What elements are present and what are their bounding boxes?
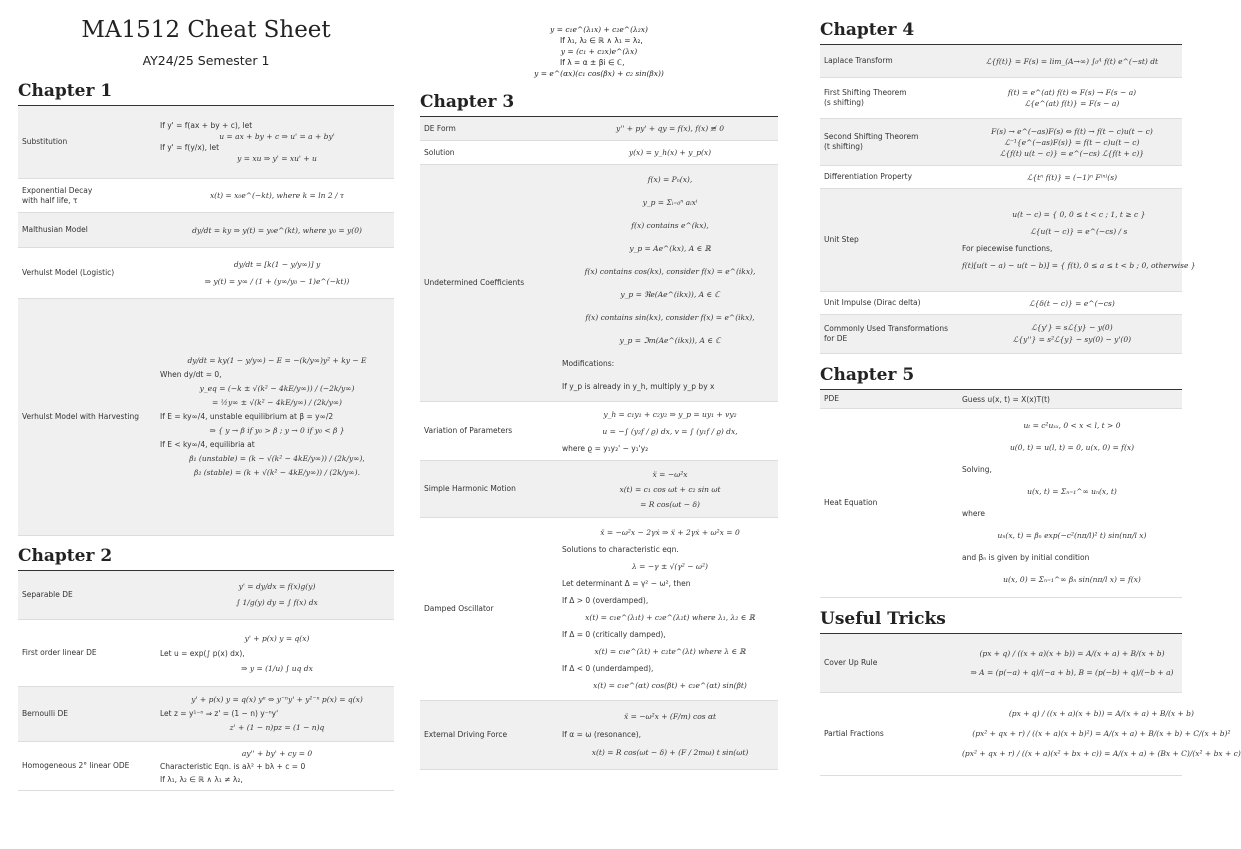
row-label-text: Simple Harmonic Motion (424, 484, 516, 493)
row-label (820, 693, 962, 775)
row-label-text: Undetermined Coefficients (424, 278, 525, 287)
formula-line: If λ = α ± βi ∈ ℂ, (560, 58, 625, 67)
table-row (420, 141, 778, 165)
formula-line: where ϱ = y₁y₂' − y₁'y₂ (562, 443, 649, 453)
table-row (420, 165, 778, 402)
formula-line: ℒ{f(t) u(t − c)} = e^(−cs) ℒ{f(t + c)} (999, 148, 1145, 158)
formula-line: y_p = ℜe(Ae^(ikx)), A ∈ ℂ (620, 290, 720, 299)
row-label-text: Heat Equation (824, 498, 878, 507)
table-row (18, 571, 394, 620)
formula-line: y = e^(αx)(c₁ cos(βx) + c₂ sin(βx)) (534, 69, 664, 78)
chapter-1-table (18, 106, 394, 536)
formula-line: ⇒ { y → β if y₀ > β ; y → 0 if y₀ < β } (209, 426, 345, 435)
row-formula (562, 461, 778, 517)
row-label (18, 213, 160, 247)
row-formula (160, 106, 394, 178)
row-label-text: Malthusian Model (22, 225, 88, 234)
formula-line: ℒ{u(t − c)} = e^(−cs) / s (1030, 227, 1128, 236)
formula-line: y'' + py' + qy = f(x), f(x) ≢ 0 (616, 124, 724, 133)
row-label-text: Laplace Transform (824, 56, 893, 65)
row-label (18, 248, 160, 298)
formula-line: β₁ (unstable) = (k − √(k² − 4kE/y∞)) / (2k/y∞), (189, 454, 365, 463)
row-label (820, 166, 962, 188)
row-label-text: Second Shifting Theorem (t shifting) (824, 132, 919, 151)
table-row (18, 248, 394, 299)
formula-line: u(0, t) = u(l, t) = 0, u(x, 0) = f(x) (1009, 443, 1135, 452)
formula-line: Solving, (962, 465, 992, 474)
formula-line: If y' = f(y/x), let (160, 143, 220, 152)
formula-line: ẍ = −ω²x (652, 469, 688, 479)
formula-line: Let z = y¹⁻ⁿ ⇒ z' = (1 − n) y⁻ⁿy' (160, 709, 279, 718)
formula-line: f(t)[u(t − a) − u(t − b)] = { f(t), 0 ≤ a ≤ t < b ; 0, otherwise } (962, 261, 1196, 270)
formula-line: u(t − c) = { 0, 0 ≤ t < c ; 1, t ≥ c } (1012, 210, 1146, 219)
row-formula (562, 165, 778, 401)
table-row (820, 45, 1182, 78)
formula-line: y_eq = (−k ± √(k² − 4kE/y∞)) / (−2k/y∞) (199, 384, 355, 393)
row-formula (160, 299, 394, 535)
formula-line: u(x, 0) = Σₙ₌₁^∞ βₙ sin(nπ/l x) = f(x) (1003, 575, 1141, 584)
formula-line: f(x) contains cos(kx), consider f(x) = e^(ikx), (584, 267, 756, 276)
row-formula (962, 409, 1182, 597)
row-formula (962, 45, 1182, 77)
row-label-text: Commonly Used Transformations for DE (824, 324, 949, 343)
table-row (820, 390, 1182, 409)
row-label (820, 315, 962, 353)
formula-line: uₜ = c²uₓₓ, 0 < x < l, t > 0 (1023, 421, 1121, 430)
table-row (820, 693, 1241, 776)
row-label-text: Variation of Parameters (424, 426, 513, 435)
row-formula (562, 117, 778, 140)
row-label (820, 292, 962, 314)
formula-line: For piecewise functions, (962, 244, 1053, 253)
formula-line: If Δ < 0 (underdamped), (562, 664, 654, 673)
formula-line: If y_p is already in y_h, multiply y_p by x (562, 382, 715, 391)
formula-line: ẍ = −ω²x + (F/m) cos αt (623, 712, 717, 721)
row-label-text: First Shifting Theorem (s shifting) (824, 88, 907, 107)
row-label-text: Verhulst Model with Harvesting (22, 412, 139, 421)
table-row (18, 106, 394, 179)
row-label (18, 179, 160, 212)
formula-line: ay'' + by' + cy = 0 (241, 748, 313, 758)
formula-line: Characteristic Eqn. is aλ² + bλ + c = 0 (160, 761, 306, 771)
row-formula (160, 742, 394, 790)
table-row (820, 409, 1182, 598)
chapter-1-heading: Chapter 1 (18, 80, 394, 106)
formula-line: (px + q) / ((x + a)(x + b)) = A/(x + a) + B/(x + b) (1008, 709, 1194, 718)
row-formula (962, 390, 1182, 408)
row-label (420, 518, 562, 700)
row-label (18, 106, 160, 178)
table-row (820, 78, 1182, 119)
chapter-2-table (18, 571, 394, 791)
chapter-4-heading: Chapter 4 (820, 19, 1182, 45)
row-formula (160, 620, 394, 686)
row-label (820, 409, 962, 597)
row-label-text: Cover Up Rule (824, 658, 878, 667)
row-formula (160, 179, 394, 212)
row-formula (962, 292, 1182, 314)
formula-line: y(x) = y_h(x) + y_p(x) (628, 148, 712, 157)
formula-line: If λ₁, λ₂ ∈ ℝ ∧ λ₁ = λ₂, (560, 36, 643, 45)
chapter-4-table (820, 45, 1196, 354)
table-row (18, 742, 394, 791)
chapter-5-table (820, 390, 1182, 598)
chapter-2-continued (420, 24, 778, 79)
table-row (820, 189, 1196, 292)
formula-line: f(x) contains e^(kx), (631, 221, 709, 230)
formula-line: dy/dt = [k(1 − y/y∞)] y (233, 260, 321, 269)
row-label (420, 117, 562, 140)
formula-line: If E = ky∞/4, unstable equilibrium at β = y∞/2 (160, 412, 334, 421)
row-formula (562, 141, 778, 164)
table-row (18, 213, 394, 248)
formula-line: z' + (1 − n)pz = (1 − n)q (229, 723, 325, 732)
useful-tricks-table (820, 634, 1241, 776)
page-subtitle: AY24/25 Semester 1 (142, 53, 270, 68)
row-formula (562, 402, 778, 460)
formula-line: y_p = ℑm(Ae^(ikx)), A ∈ ℂ (619, 336, 721, 345)
formula-line: = R cos(ωt − δ) (640, 499, 700, 509)
formula-line: u = −∫ (y₂f / ϱ) dx, v = ∫ (y₁f / ϱ) dx, (602, 426, 738, 436)
table-row (420, 701, 778, 770)
row-label (420, 165, 562, 401)
row-label-text: First order linear DE (22, 648, 97, 657)
formula-line: If y' = f(ax + by + c), let (160, 121, 253, 130)
row-label (420, 141, 562, 164)
formula-line: y = c₁e^(λ₁x) + c₂e^(λ₂x) (550, 25, 648, 34)
formula-line: Let u = exp(∫ p(x) dx), (160, 648, 245, 658)
formula-line: If E < ky∞/4, equilibria at (160, 440, 255, 449)
formula-line: If Δ > 0 (overdamped), (562, 596, 649, 605)
row-label (820, 78, 962, 118)
row-label (820, 45, 962, 77)
row-label (820, 189, 962, 291)
page-title: MA1512 Cheat Sheet (81, 17, 331, 43)
chapter-3-table (420, 117, 778, 770)
formula-line: x(t) = x₀e^(−kt), where k = ln 2 / τ (209, 191, 345, 200)
row-formula (962, 119, 1182, 165)
row-label-text: Unit Step (824, 235, 859, 244)
formula-line: y' + p(x) y = q(x) (244, 633, 310, 643)
row-label-text: Unit Impulse (Dirac delta) (824, 298, 921, 307)
formula-line: ⇒ y = (1/u) ∫ uq dx (241, 663, 313, 673)
row-label-text: PDE (824, 394, 840, 403)
formula-line: f(t) = e^(at) f(t) ⇔ F(s) → F(s − a) (1007, 88, 1137, 97)
row-formula (962, 693, 1241, 775)
formula-line: f(x) = Pₙ(x), (647, 175, 693, 184)
formula-line: ẍ = −ω²x − 2γẋ ⇒ ẍ + 2γẋ + ω²x = 0 (600, 528, 740, 537)
table-row (18, 299, 394, 536)
row-formula (160, 248, 394, 298)
formula-line: If α = ω (resonance), (562, 730, 642, 739)
row-label (820, 634, 962, 692)
row-label (820, 390, 962, 408)
table-row (820, 292, 1182, 315)
formula-line: y' + p(x) y = q(x) yⁿ ⇔ y⁻ⁿy' + y¹⁻ⁿ p(x) = q(x) (191, 695, 363, 704)
formula-line: Modifications: (562, 359, 615, 368)
table-row (420, 518, 778, 701)
chapter-2-heading: Chapter 2 (18, 545, 394, 571)
formula-line: F(s) → e^(−as)F(s) ⇔ f(t) → f(t − c)u(t − c) (991, 126, 1153, 136)
formula-line: x(t) = c₁e^(λt) + c₂te^(λt) where λ ∈ ℝ (594, 647, 746, 656)
formula-line: dy/dt = ky ⇒ y(t) = y₀e^(kt), where y₀ = y(0) (192, 225, 362, 235)
formula-line: y_p = Ae^(kx), A ∈ ℝ (629, 244, 711, 253)
row-label (420, 461, 562, 517)
row-label (18, 687, 160, 741)
row-label-text: External Driving Force (424, 730, 508, 739)
row-formula (562, 701, 778, 769)
formula-line: y = xu ⇒ y' = xu' + u (237, 154, 317, 163)
chapter-5-heading: Chapter 5 (820, 364, 1182, 390)
formula-line: y_p = Σᵢ₌₀ⁿ aᵢxⁱ (642, 198, 698, 207)
table-row (820, 119, 1182, 166)
row-formula (562, 518, 778, 700)
row-label (420, 701, 562, 769)
row-formula (962, 189, 1196, 291)
table-row (420, 402, 778, 461)
row-label (18, 742, 160, 790)
formula-line: (px² + qx + r) / ((x + a)(x + b)²) = A/(x + a) + B/(x + b) + C/(x + b)² (972, 729, 1231, 738)
row-formula (160, 571, 394, 619)
row-label (18, 571, 160, 619)
formula-line: f(x) contains sin(kx), consider f(x) = e^(ikx), (585, 313, 755, 322)
formula-line: and βₙ is given by initial condition (962, 553, 1090, 562)
row-label (420, 402, 562, 460)
column-3 (820, 0, 1241, 776)
formula-line: x(t) = c₁e^(λ₁t) + c₂e^(λ₂t) where λ₁, λ₂ ∈ ℝ (585, 613, 755, 622)
useful-tricks-heading: Useful Tricks (820, 608, 1182, 634)
formula-line: x(t) = c₁e^(αt) cos(βt) + c₂e^(αt) sin(βt) (593, 681, 747, 690)
row-label (18, 299, 160, 535)
formula-line: ℒ{f(t)} = F(s) = lim_(A→∞) ∫₀ᴬ f(t) e^(−st) dt (985, 56, 1159, 66)
formula-line: y' = dy/dx = f(x)g(y) (238, 582, 316, 591)
row-formula (962, 634, 1182, 692)
formula-line: When dy/dt = 0, (160, 370, 222, 379)
table-row (420, 461, 778, 518)
row-label-text: DE Form (424, 123, 456, 133)
row-formula (962, 166, 1182, 188)
row-label (820, 119, 962, 165)
formula-line: ∫ 1/g(y) dy = ∫ f(x) dx (236, 598, 318, 607)
formula-line: ℒ{δ(t − c)} = e^(−cs) (1029, 298, 1115, 308)
row-formula (160, 213, 394, 247)
column-1 (18, 0, 394, 791)
formula-line: If λ₁, λ₂ ∈ ℝ ∧ λ₁ ≠ λ₂, (160, 774, 243, 784)
formula-line: y_h = c₁y₁ + c₂y₂ ⇒ y_p = uy₁ + vy₂ (603, 409, 737, 419)
formula-line: Let determinant Δ = γ² − ω², then (562, 579, 691, 588)
formula-line: y = (c₁ + c₂x)e^(λx) (560, 47, 638, 56)
formula-line: uₙ(x, t) = βₙ exp(−c²(nπ/l)² t) sin(nπ/l x) (997, 531, 1147, 540)
formula-line: dy/dt = ky(1 − y/y∞) − E = −(k/y∞)y² + ky − E (187, 356, 367, 365)
formula-line: λ = −γ ± √(γ² − ω²) (632, 562, 708, 571)
formula-line: = ½y∞ ± √(k² − 4kE/y∞) / (2k/y∞) (212, 398, 342, 407)
table-row (820, 634, 1182, 693)
formula-line: ℒ{y'} = sℒ{y} − y(0) (1031, 323, 1113, 332)
formula-line: ℒ{tⁿ f(t)} = (−1)ⁿ F⁽ⁿ⁾(s) (1026, 172, 1118, 182)
row-label-text: Damped Oscillator (424, 604, 494, 613)
table-row (18, 687, 394, 742)
formula-line: ℒ⁻¹{e^(−as)F(s)} = f(t − c)u(t − c) (1004, 137, 1140, 147)
row-label-text: Bernoulli DE (22, 709, 68, 718)
formula-line: (px² + qx + r) / ((x + a)(x² + bx + c)) = A/(x + a) + (Bx + C)/(x² + bx + c) (962, 749, 1241, 758)
formula-line: x(t) = c₁ cos ωt + c₂ sin ωt (619, 484, 721, 494)
row-label-text: Solution (424, 147, 455, 157)
table-row (18, 179, 394, 213)
formula-line: Guess u(x, t) = X(x)T(t) (962, 394, 1050, 404)
formula-line: where (962, 509, 986, 518)
row-label-text: Differentiation Property (824, 172, 913, 181)
row-label-text: Substitution (22, 137, 68, 146)
table-row (18, 620, 394, 687)
table-row (820, 315, 1182, 354)
row-formula (962, 78, 1182, 118)
row-label-text: Partial Fractions (824, 729, 884, 738)
chapter-3-heading: Chapter 3 (420, 91, 778, 117)
formula-line: u(x, t) = Σₙ₌₁^∞ uₙ(x, t) (1027, 487, 1117, 496)
row-formula (160, 687, 394, 741)
table-row (820, 166, 1182, 189)
column-2 (420, 0, 778, 770)
row-formula (962, 315, 1182, 353)
formula-line: ℒ{y''} = s²ℒ{y} − sy(0) − y'(0) (1012, 335, 1132, 344)
formula-line: u = ax + by + c ⇒ u' = a + by' (219, 132, 335, 141)
formula-line: ⇒ A = (p(−a) + q)/(−a + b), B = (p(−b) + q)/(−b + a) (970, 668, 1174, 677)
formula-line: x(t) = R cos(ωt − δ) + (F / 2mω) t sin(ωt) (591, 748, 749, 757)
formula-line: β₂ (stable) = (k + √(k² − 4kE/y∞)) / (2k/y∞). (194, 468, 360, 477)
formula-line: (px + q) / ((x + a)(x + b)) = A/(x + a) + B/(x + b) (979, 649, 1165, 658)
row-label-text: Homogeneous 2° linear ODE (22, 761, 130, 770)
row-label-text: Exponential Decay with half life, τ (22, 185, 93, 205)
row-label-text: Separable DE (22, 590, 73, 599)
row-label (18, 620, 160, 686)
table-row (420, 117, 778, 141)
formula-line: If Δ = 0 (critically damped), (562, 630, 666, 639)
formula-line: ⇒ y(t) = y∞ / (1 + (y∞/y₀ − 1)e^(−kt)) (204, 277, 350, 286)
formula-line: Solutions to characteristic eqn. (562, 545, 679, 554)
formula-line: ℒ{e^(at) f(t)} = F(s − a) (1024, 99, 1120, 108)
row-label-text: Verhulst Model (Logistic) (22, 268, 115, 277)
